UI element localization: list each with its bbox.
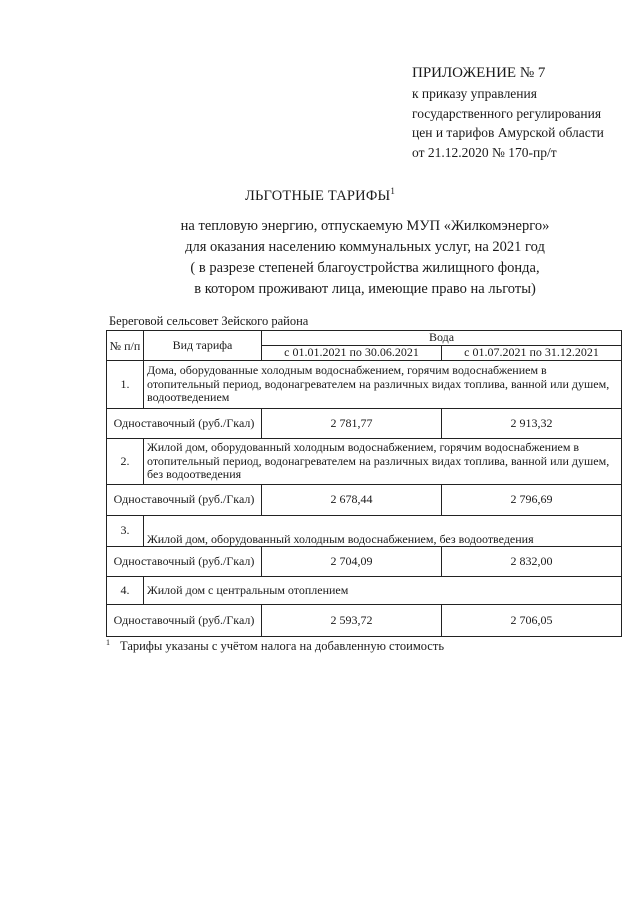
document-title-text: ЛЬГОТНЫЕ ТАРИФЫ bbox=[244, 187, 391, 204]
tariff-value-period-2: 2 832,00 bbox=[442, 547, 622, 577]
appendix-block bbox=[412, 62, 604, 162]
header-water: Вода bbox=[262, 331, 622, 346]
section-num: 4. bbox=[107, 577, 144, 605]
section-row bbox=[107, 361, 622, 409]
tariff-value-period-1: 2 593,72 bbox=[262, 605, 442, 637]
appendix-line: от 21.12.2020 № 170-пр/т bbox=[412, 144, 557, 160]
tariff-value-period-1: 2 704,09 bbox=[262, 547, 442, 577]
table-header-row bbox=[107, 331, 622, 346]
tariff-row bbox=[107, 409, 622, 439]
document-title bbox=[0, 186, 640, 205]
tariff-label: Одноставочный (руб./Гкал) bbox=[107, 485, 262, 516]
appendix-line: к приказу управления bbox=[412, 86, 537, 101]
subtitle-line: для оказания населению коммунальных услуг, на 2021 год bbox=[185, 239, 545, 255]
footnote-text: Тарифы указаны с учётом налога на добавленную стоимость bbox=[120, 639, 445, 654]
header-tariff-type: Вид тарифа bbox=[144, 331, 262, 361]
tariff-row bbox=[107, 485, 622, 516]
footnote-mark: 1 bbox=[106, 638, 110, 647]
subtitle-line: в котором проживают лица, имеющие право на льготы) bbox=[194, 281, 536, 297]
section-row bbox=[107, 577, 622, 605]
appendix-line: цен и тарифов Амурской области bbox=[412, 125, 604, 140]
header-num: № п/п bbox=[107, 331, 144, 361]
tariff-label: Одноставочный (руб./Гкал) bbox=[107, 547, 262, 577]
tariff-row bbox=[107, 605, 622, 637]
tariff-value-period-2: 2 796,69 bbox=[442, 485, 622, 516]
document-subtitle bbox=[130, 216, 600, 300]
section-description: Дома, оборудованные холодным водоснабжением, горячим водоснабжением в отопительный период, водонагревателем на различных видах топлива, ванной или душем, водоотведением bbox=[144, 361, 622, 409]
tariff-value-period-1: 2 781,77 bbox=[262, 409, 442, 439]
section-description: Жилой дом, оборудованный холодным водоснабжением, горячим водоснабжением в отопительный период, водонагревателем на различных видах топлива, ванной или душем, без водоотведения bbox=[144, 439, 622, 485]
section-row bbox=[107, 439, 622, 485]
header-period-2: с 01.07.2021 по 31.12.2021 bbox=[442, 346, 622, 361]
region-caption: Береговой сельсовет Зейского района bbox=[109, 314, 309, 328]
section-num: 3. bbox=[107, 516, 144, 547]
title-footnote-mark: 1 bbox=[390, 186, 396, 196]
footnote bbox=[106, 638, 444, 654]
tariff-table bbox=[106, 330, 622, 637]
appendix-title: ПРИЛОЖЕНИЕ № 7 bbox=[412, 65, 546, 81]
tariff-value-period-2: 2 913,32 bbox=[442, 409, 622, 439]
section-description: Жилой дом с центральным отоплением bbox=[144, 577, 622, 605]
subtitle-line: на тепловую энергию, отпускаемую МУП «Жилкомэнерго» bbox=[180, 218, 550, 234]
tariff-row bbox=[107, 547, 622, 577]
section-num: 2. bbox=[107, 439, 144, 485]
header-period-1: с 01.01.2021 по 30.06.2021 bbox=[262, 346, 442, 361]
tariff-label: Одноставочный (руб./Гкал) bbox=[107, 605, 262, 637]
section-description: Жилой дом, оборудованный холодным водоснабжением, без водоотведения bbox=[144, 516, 622, 547]
section-row bbox=[107, 516, 622, 547]
tariff-label: Одноставочный (руб./Гкал) bbox=[107, 409, 262, 439]
section-num: 1. bbox=[107, 361, 144, 409]
tariff-value-period-1: 2 678,44 bbox=[262, 485, 442, 516]
subtitle-line: ( в разрезе степеней благоустройства жилищного фонда, bbox=[190, 260, 540, 276]
appendix-line: государственного регулирования bbox=[412, 105, 602, 121]
tariff-value-period-2: 2 706,05 bbox=[442, 605, 622, 637]
